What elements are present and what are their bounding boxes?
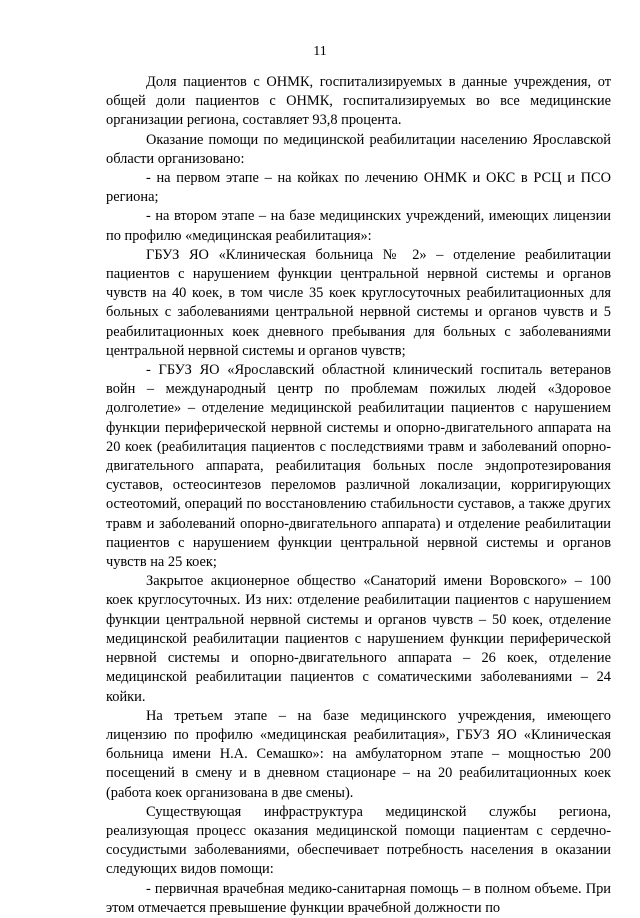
- document-body: [106, 73, 611, 918]
- list-item-first-stage: - на первом этапе – на койках по лечению ОНМК и ОКС в РСЦ и ПСО региона;: [106, 170, 611, 206]
- paragraph-infrastructure: Существующая инфраструктура медицинской службы региона, реализующая процесс оказания медицинской помощи пациентам с сердечно-сосудистыми заболеваниями, обеспечивает потребность населения в оказании следующих видов помощи:: [106, 803, 611, 878]
- list-item-second-stage: - на втором этапе – на базе медицинских учреждений, имеющих лицензии по профилю «медицинская реабилитация»:: [106, 208, 611, 244]
- paragraph-third-stage: На третьем этапе – на базе медицинского учреждения, имеющего лицензию по профилю «медицинская реабилитация», ГБУЗ ЯО «Клиническая больница имени Н.А. Семашко»: на амбулаторном этапе – мощностью 200 посещений в смену и в дневном стационаре – на 20 реабилитационных коек (работа коек организована в две смены).: [106, 707, 611, 801]
- list-item-veterans-hospital: - ГБУЗ ЯО «Ярославский областной клинический госпиталь ветеранов войн – международный центр по проблемам пожилых людей «Здоровое долголетие» – отделение медицинской реабилитации пациентов с нарушением функции периферической нервной системы и опорно-двигательного аппарата на 20 коек (реабилитация пациентов с последствиями травм и заболеваний опорно-двигательного аппарата, реабилитация больных после эндопротезирования суставов, остеосинтезов переломов различной локализации, корригирующих остеотомий, операций по восстановлению стабильности суставов, а также других травм и заболеваний опорно-двигательного аппарата) и отделение реабилитации пациентов с нарушением функции центральной нервной системы и органов чувств на 25 коек;: [106, 362, 611, 571]
- paragraph-sanatorium-vorovsky: Закрытое акционерное общество «Санаторий имени Воровского» – 100 коек круглосуточных. Из них: отделение реабилитации пациентов с нарушением функции центральной нервной системы и органов чувств – 50 коек, отделение медицинской реабилитации пациентов с нарушением функции периферической нервной системы и опорно-двигательного аппарата – 26 коек, отделение медицинской реабилитации пациентов с соматическими заболеваниями – 24 койки.: [106, 573, 611, 705]
- paragraph-rehab-organization: Оказание помощи по медицинской реабилитации населению Ярославской области организовано:: [106, 131, 611, 167]
- paragraph-clinical-hospital-2: ГБУЗ ЯО «Клиническая больница № 2» – отделение реабилитации пациентов с нарушением функции центральной нервной системы и органов чувств на 40 коек, в том числе 35 коек круглосуточных реабилитационных для больных с заболеваниями центральной нервной системы и органов чувств и 5 реабилитационных коек дневного пребывания для больных с заболеваниями центральной нервной системы и органов чувств;: [106, 246, 611, 359]
- page-number: 11: [313, 44, 327, 59]
- paragraph-onmk-share: Доля пациентов с ОНМК, госпитализируемых в данные учреждения, от общей доли пациентов с ОНМК, госпитализируемых во все медицинские организации региона, составляет 93,8 процента.: [106, 74, 611, 129]
- list-item-primary-care: - первичная врачебная медико-санитарная помощь – в полном объеме. При этом отмечается превышение функции врачебной должности по: [106, 880, 611, 916]
